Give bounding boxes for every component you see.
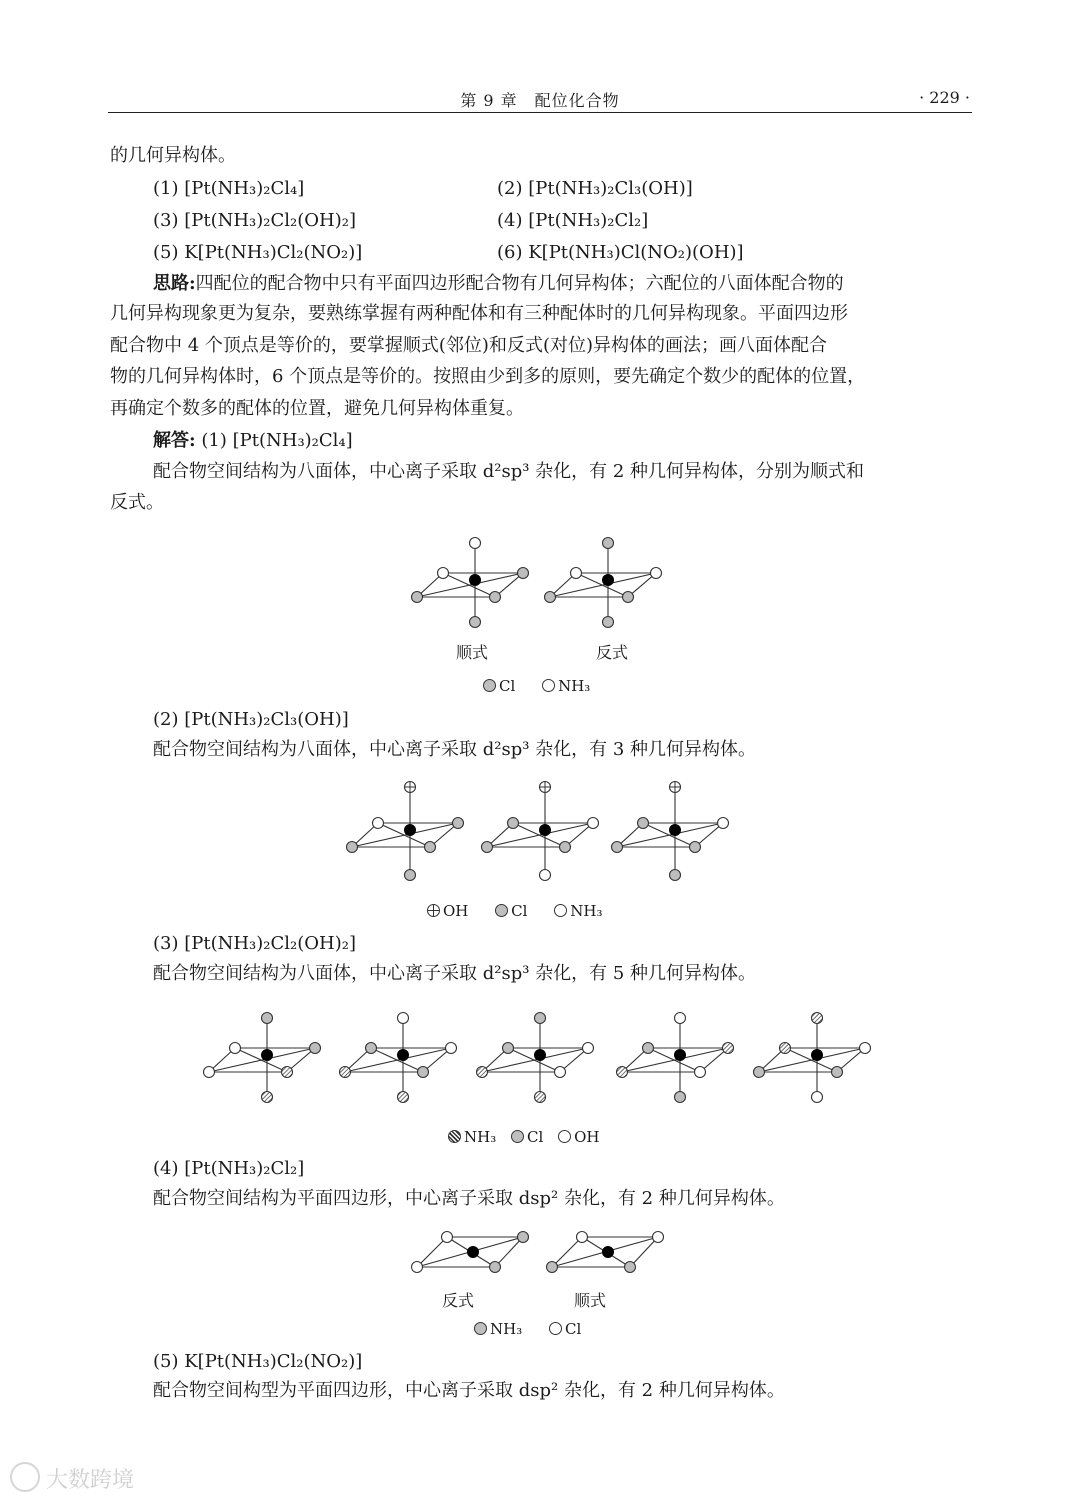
answer-p3: 配合物空间结构为八面体，中心离子采取 d²sp³ 杂化，有 5 种几何异构体。 xyxy=(153,963,757,984)
ligand-front-right xyxy=(625,1262,636,1273)
ligand-front-right xyxy=(832,1067,843,1078)
ligand-back-left xyxy=(643,1043,654,1054)
nh3-legend-swatch xyxy=(474,1322,487,1335)
item-6: (6) K[Pt(NH₃)Cl(NO₂)(OH)] xyxy=(497,242,744,263)
ligand-back-left xyxy=(438,568,449,579)
ligand-back-right xyxy=(583,1043,594,1054)
ligand-top xyxy=(535,1013,546,1024)
ligand-back-left xyxy=(366,1043,377,1054)
watermark: 大数跨境 xyxy=(10,1462,134,1494)
ligand-bottom xyxy=(405,870,416,881)
ligand-top xyxy=(398,1013,409,1024)
ligand-bottom xyxy=(470,617,481,628)
ligand-back-right xyxy=(718,818,729,829)
oh-legend-swatch xyxy=(558,1130,571,1143)
answer-p5: 配合物空间构型为平面四边形，中心离子采取 dsp² 杂化，有 2 种几何异构体。 xyxy=(153,1380,785,1401)
ligand-back-right xyxy=(588,818,599,829)
ligand-back-right xyxy=(453,818,464,829)
item-row-3 xyxy=(153,241,1015,265)
figure-2 xyxy=(340,772,740,887)
ligand-back-right xyxy=(310,1043,321,1054)
fig4-caption-cis: 顺式 xyxy=(574,1291,607,1310)
thinking-line-5: 再确定个数多的配体的位置，避免几何异构体重复。 xyxy=(110,398,524,419)
ligand-front-right xyxy=(418,1067,429,1078)
ligand-front-left xyxy=(412,592,423,603)
central-metal xyxy=(674,1049,686,1061)
thinking-line-4: 物的几何异构体时，6 个顶点是等价的。按照由少到多的原则，要先确定个数少的配体的位置， xyxy=(110,366,866,387)
central-metal xyxy=(602,1246,614,1258)
item-row-2 xyxy=(153,209,1015,233)
ligand-back-right xyxy=(651,568,662,579)
central-metal xyxy=(467,1246,479,1258)
ligand-front-left xyxy=(545,592,556,603)
cl-legend-swatch xyxy=(495,904,508,917)
ligand-back-left xyxy=(230,1043,241,1054)
ligand-front-left xyxy=(412,1262,423,1273)
fig4-caption-trans: 反式 xyxy=(442,1291,475,1310)
ligand-front-right xyxy=(555,1067,566,1078)
nh3-legend-swatch xyxy=(554,904,567,917)
ligand-front-left xyxy=(477,1067,488,1078)
item2-heading: (2) [Pt(NH₃)₂Cl₃(OH)] xyxy=(153,709,349,730)
ligand-top xyxy=(470,538,481,549)
central-metal xyxy=(397,1049,409,1061)
ligand-top xyxy=(603,538,614,549)
nh3-legend-swatch xyxy=(542,679,555,692)
ligand-bottom xyxy=(670,870,681,881)
central-metal xyxy=(261,1049,273,1061)
ligand-front-left xyxy=(612,842,623,853)
central-metal xyxy=(469,574,481,586)
ligand-back-left xyxy=(442,1232,453,1243)
ligand-front-left xyxy=(617,1067,628,1078)
ligand-back-right xyxy=(723,1043,734,1054)
fig1-caption-cis: 顺式 xyxy=(456,643,489,662)
answer-line: 解答: (1) [Pt(NH₃)₂Cl₄] xyxy=(153,430,353,451)
item-1: (1) [Pt(NH₃)₂Cl₄] xyxy=(153,178,305,199)
central-metal xyxy=(602,574,614,586)
ligand-top xyxy=(675,1013,686,1024)
ligand-bottom xyxy=(262,1092,273,1103)
ligand-back-left xyxy=(638,818,649,829)
oh-legend-swatch xyxy=(427,904,440,917)
answer-label: 解答: xyxy=(153,430,196,451)
fig1-legend: Cl NH₃ xyxy=(483,677,612,695)
ligand-front-left xyxy=(340,1067,351,1078)
watermark-logo-icon xyxy=(10,1462,40,1492)
ligand-back-right xyxy=(446,1043,457,1054)
fig4-legend: NH₃ Cl xyxy=(474,1320,603,1338)
thinking-line-3: 配合物中 4 个顶点是等价的，要掌握顺式(邻位)和反式(对位)异构体的画法；画八面体配合 xyxy=(110,335,827,356)
figure-3 xyxy=(200,1000,880,1110)
ligand-back-right xyxy=(860,1043,871,1054)
fig3-legend: NH₃ Cl OH xyxy=(448,1128,621,1146)
ligand-front-left xyxy=(347,842,358,853)
item-5: (5) K[Pt(NH₃)Cl₂(NO₂)] xyxy=(153,242,363,263)
ligand-back-left xyxy=(503,1043,514,1054)
ligand-back-left xyxy=(577,1232,588,1243)
figure-4 xyxy=(400,1222,690,1282)
item4-heading: (4) [Pt(NH₃)₂Cl₂] xyxy=(153,1158,305,1179)
figure-1 xyxy=(400,525,690,655)
ligand-top xyxy=(812,1013,823,1024)
ligand-front-left xyxy=(204,1067,215,1078)
ligand-bottom xyxy=(398,1092,409,1103)
intro-tail: 的几何异构体。 xyxy=(110,145,236,166)
thinking-line-2: 几何异构现象更为复杂，要熟练掌握有两种配体和有三种配体时的几何异构现象。平面四边形 xyxy=(110,303,848,324)
central-metal xyxy=(669,824,681,836)
thinking-line-1: 思路:四配位的配合物中只有平面四边形配合物有几何异构体；六配位的八面体配合物的 xyxy=(153,273,844,294)
central-metal xyxy=(811,1049,823,1061)
item-row-1 xyxy=(153,177,1015,201)
ligand-back-left xyxy=(780,1043,791,1054)
chapter-title: 第 9 章 配位化合物 xyxy=(460,91,620,110)
ligand-back-left xyxy=(508,818,519,829)
thinking-label: 思路: xyxy=(153,273,196,294)
ligand-front-right xyxy=(282,1067,293,1078)
ligand-back-right xyxy=(518,568,529,579)
central-metal xyxy=(539,824,551,836)
cl-legend-swatch xyxy=(549,1322,562,1335)
ligand-back-right xyxy=(653,1232,664,1243)
ligand-front-left xyxy=(547,1262,558,1273)
answer-p2: 配合物空间结构为八面体，中心离子采取 d²sp³ 杂化，有 3 种几何异构体。 xyxy=(153,739,757,760)
ligand-front-right xyxy=(490,592,501,603)
ligand-back-right xyxy=(518,1232,529,1243)
ligand-bottom xyxy=(603,617,614,628)
item-4: (4) [Pt(NH₃)₂Cl₂] xyxy=(497,210,649,231)
ligand-bottom xyxy=(675,1092,686,1103)
item-2: (2) [Pt(NH₃)₂Cl₃(OH)] xyxy=(497,178,693,199)
ligand-bottom xyxy=(540,870,551,881)
central-metal xyxy=(404,824,416,836)
ligand-front-right xyxy=(695,1067,706,1078)
cl-legend-swatch xyxy=(511,1130,524,1143)
item3-heading: (3) [Pt(NH₃)₂Cl₂(OH)₂] xyxy=(153,933,356,954)
ligand-back-left xyxy=(373,818,384,829)
ligand-front-right xyxy=(690,842,701,853)
answer-p1-line2: 反式。 xyxy=(110,492,164,513)
ligand-bottom xyxy=(812,1092,823,1103)
nh3-legend-swatch xyxy=(448,1130,461,1143)
ligand-front-right xyxy=(623,592,634,603)
ligand-front-right xyxy=(490,1262,501,1273)
central-metal xyxy=(534,1049,546,1061)
answer-p4: 配合物空间结构为平面四边形，中心离子采取 dsp² 杂化，有 2 种几何异构体。 xyxy=(153,1188,785,1209)
ligand-front-right xyxy=(560,842,571,853)
cl-legend-swatch xyxy=(483,679,496,692)
answer-p1-line1: 配合物空间结构为八面体，中心离子采取 d²sp³ 杂化，有 2 种几何异构体，分别为顺式和 xyxy=(153,461,865,482)
item-3: (3) [Pt(NH₃)₂Cl₂(OH)₂] xyxy=(153,210,356,231)
page-header xyxy=(108,84,972,113)
ligand-top xyxy=(262,1013,273,1024)
ligand-back-left xyxy=(571,568,582,579)
page-number: · 229 · xyxy=(919,88,970,107)
fig2-legend: OH Cl NH₃ xyxy=(427,902,624,920)
ligand-bottom xyxy=(535,1092,546,1103)
ligand-front-left xyxy=(482,842,493,853)
ligand-front-left xyxy=(754,1067,765,1078)
fig1-caption-trans: 反式 xyxy=(596,643,629,662)
item5-heading: (5) K[Pt(NH₃)Cl₂(NO₂)] xyxy=(153,1351,363,1372)
ligand-front-right xyxy=(425,842,436,853)
